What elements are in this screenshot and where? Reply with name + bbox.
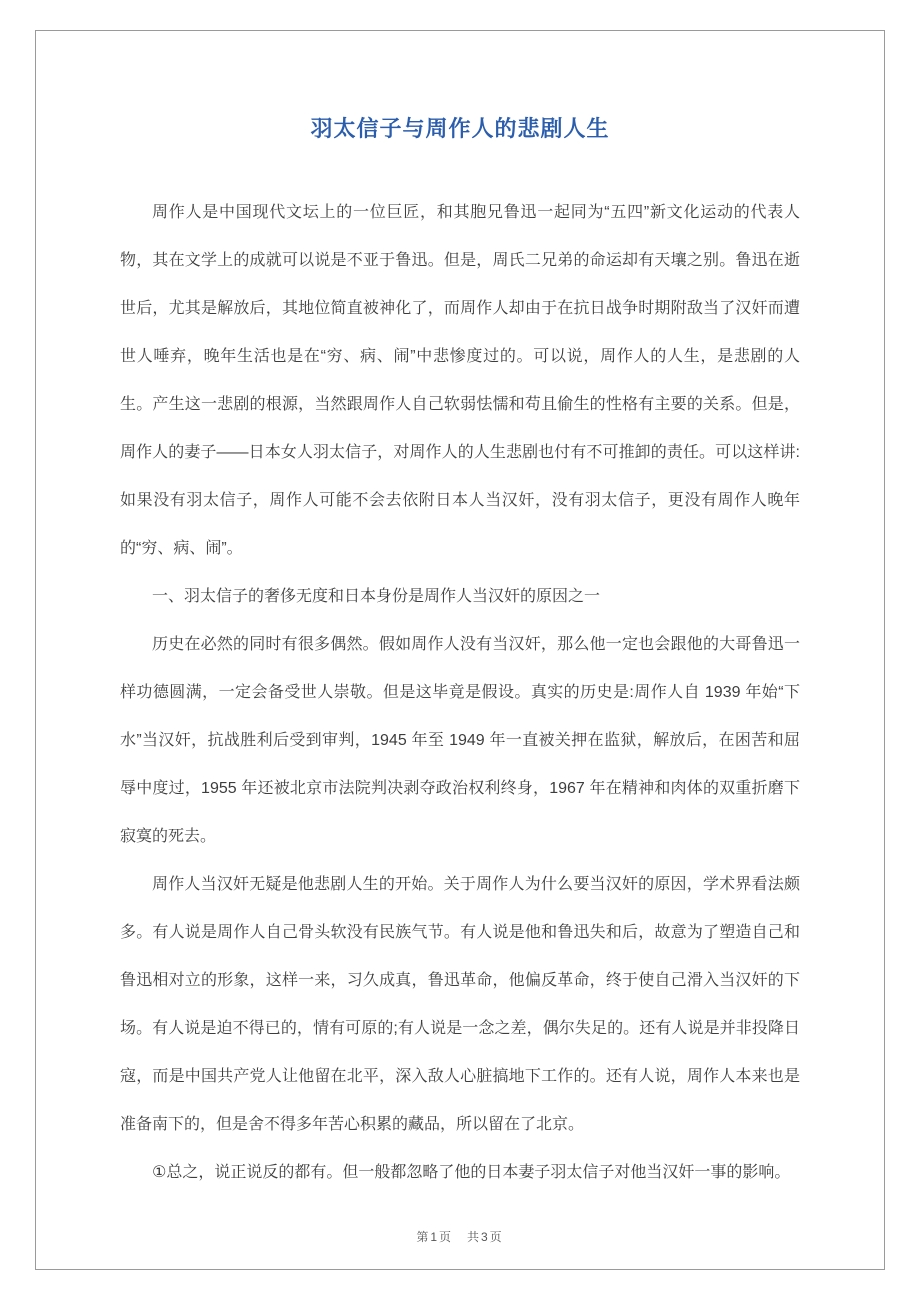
page-footer bbox=[0, 1228, 920, 1246]
paragraph-intro: 周作人是中国现代文坛上的一位巨匠，和其胞兄鲁迅一起同为“五四”新文化运动的代表人物，其在文学上的成就可以说是不亚于鲁迅。但是，周氏二兄弟的命运却有天壤之别。鲁迅在逝世后，尤其是解放后，其地位简直被神化了，而周作人却由于在抗日战争时期附敌当了汉奸而遭世人唾弃，晚年生活也是在“穷、病、闹”中悲惨度过的。可以说，周作人的人生，是悲剧的人生。产生这一悲剧的根源，当然跟周作人自己软弱怯懦和苟且偷生的性格有主要的关系。但是，周作人的妻子——日本女人羽太信子，对周作人的人生悲剧也付有不可推卸的责任。可以这样讲:如果没有羽太信子，周作人可能不会去依附日本人当汉奸，没有羽太信子，更没有周作人晚年的“穷、病、闹”。 bbox=[120, 204, 800, 557]
page-number-label: 第1页 共3页 bbox=[416, 1230, 504, 1244]
section-heading: 一、羽太信子的奢侈无度和日本身份是周作人当汉奸的原因之一 bbox=[152, 588, 601, 605]
document-content bbox=[120, 112, 800, 1197]
paragraph-history: 历史在必然的同时有很多偶然。假如周作人没有当汉奸，那么他一定也会跟他的大哥鲁迅一样功德圆满，一定会备受世人崇敬。但是这毕竟是假设。真实的历史是:周作人自 1939 年始“下水”当汉奸，抗战胜利后受到审判，1945 年至 1949 年一直被关押在监狱，解放后，在困苦和屈辱中度过，1955 年还被北京市法院判决剥夺政治权利终身，1967 年在精神和肉体的双重折磨下寂寞的死去。 bbox=[120, 636, 800, 845]
paragraph-reasons: 周作人当汉奸无疑是他悲剧人生的开始。关于周作人为什么要当汉奸的原因，学术界看法颇多。有人说是周作人自己骨头软没有民族气节。有人说是他和鲁迅失和后，故意为了塑造自己和鲁迅相对立的形象，这样一来，习久成真，鲁迅革命，他偏反革命，终于使自己滑入当汉奸的下场。有人说是迫不得已的，情有可原的;有人说是一念之差，偶尔失足的。还有人说是并非投降日寇，而是中国共产党人让他留在北平，深入敌人心脏搞地下工作的。还有人说，周作人本来也是准备南下的，但是舍不得多年苦心积累的藏品，所以留在了北京。 bbox=[120, 876, 800, 1133]
document-title: 羽太信子与周作人的悲剧人生 bbox=[310, 116, 610, 141]
paragraph-summary: ①总之，说正说反的都有。但一般都忽略了他的日本妻子羽太信子对他当汉奸一事的影响。 bbox=[152, 1164, 791, 1181]
